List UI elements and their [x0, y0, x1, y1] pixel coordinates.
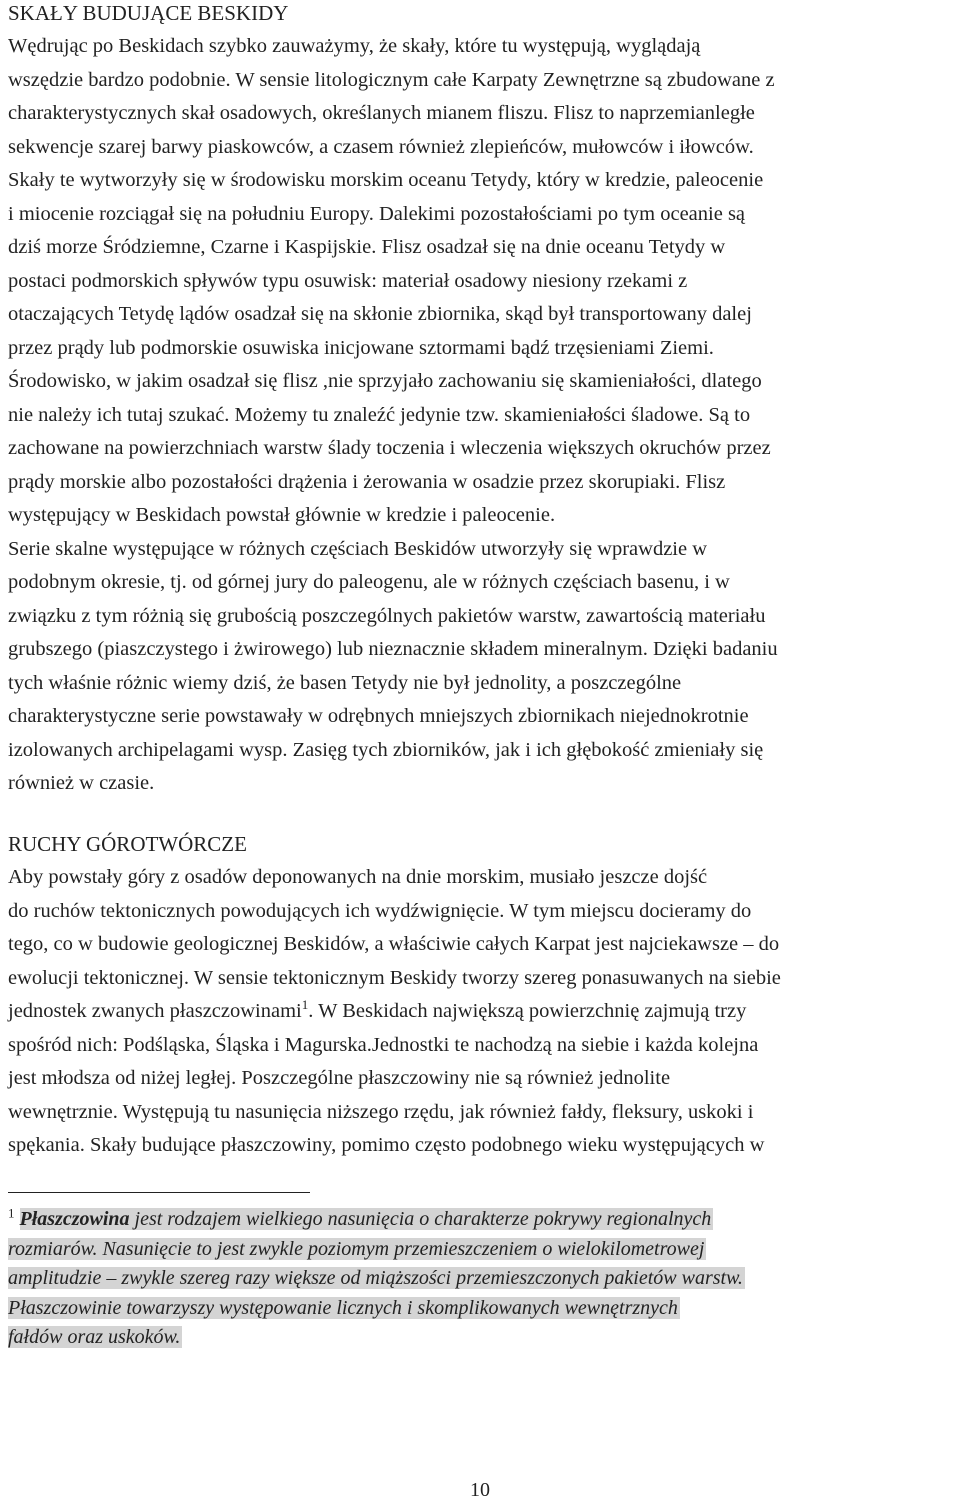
- text-line: sekwencje szarej barwy piaskowców, a czasem również zlepieńców, mułowców i iłowców.: [8, 135, 754, 158]
- footnote-text: amplitudzie – zwykle szereg razy większe od miąższości przemieszczonych pakietów warstw.: [8, 1267, 743, 1289]
- footnote-mark: 1: [8, 1205, 15, 1221]
- footnote-line: [8, 1205, 908, 1235]
- text-line: do ruchów tektonicznych powodujących ich wydźwignięcie. W tym miejscu docieramy do: [8, 899, 752, 922]
- footnote-term: Płaszczowina: [19, 1208, 130, 1230]
- section-title-rocks: SKAŁY BUDUJĄCE BESKIDY: [8, 1, 289, 25]
- text-line: spośród nich: Podśląska, Śląska i Magurska.Jednostki te nachodzą na siebie i każda kolejna: [8, 1033, 759, 1056]
- footnote-line: [8, 1294, 908, 1324]
- text-line: występujący w Beskidach powstał głównie w kredzie i paleocenie.: [8, 504, 556, 526]
- text-line: dziś morze Śródziemne, Czarne i Kaspijskie. Flisz osadzał się na dnie oceanu Tetydy w: [8, 236, 726, 258]
- text-line-with-footnote: [8, 995, 958, 1029]
- text-line: tych właśnie różnic wiemy dziś, że basen Tetydy nie był jednolity, a poszczególne: [8, 671, 682, 694]
- text-line: Skały te wytworzyły się w środowisku morskim oceanu Tetydy, który w kredzie, paleocenie: [8, 169, 764, 191]
- text-line: związku z tym różnią się grubością poszczególnych pakietów warstw, zawartością materiału: [8, 604, 766, 627]
- text-line: prądy morskie albo pozostałości drążenia i żerowania w osadzie przez skorupiaki. Flisz: [8, 470, 726, 493]
- footnote-highlight: [20, 1208, 714, 1230]
- text-segment: jednostek zwanych płaszczowinami: [8, 1000, 302, 1022]
- text-line: charakterystycznych skał osadowych, określanych mianem fliszu. Flisz to naprzemianległe: [8, 102, 755, 124]
- footnote: [8, 1205, 908, 1353]
- text-line: grubszego (piaszczystego i żwirowego) lub nieznacznie składem mineralnym. Dzięki badaniu: [8, 638, 778, 660]
- page-number: 10: [470, 1479, 490, 1501]
- text-line: podobnym okresie, tj. od górnej jury do paleogenu, ale w różnych częściach basenu, i w: [8, 571, 730, 593]
- footnote-line: [8, 1323, 908, 1353]
- text-line: jest młodsza od niżej ległej. Poszczególne płaszczowiny nie są również jednolite: [8, 1067, 671, 1089]
- footnote-text: Płaszczowinie towarzyszy występowanie licznych i skomplikowanych wewnętrznych: [8, 1296, 678, 1319]
- text-line: wewnętrznie. Występują tu nasunięcia niższego rzędu, jak również fałdy, fleksury, uskoki i: [8, 1100, 754, 1123]
- text-line: Wędrując po Beskidach szybko zauważymy, że skały, które tu występują, wyglądają: [8, 35, 701, 57]
- text-line: ewolucji tektonicznej. W sensie tektonicznym Beskidy tworzy szereg ponasuwanych na siebie: [8, 966, 781, 989]
- text-line: tego, co w budowie geologicznej Beskidów, a właściwie całych Karpat jest najciekawsze – do: [8, 933, 780, 955]
- section-title-orogeny: RUCHY GÓROTWÓRCZE: [8, 832, 247, 856]
- text-line: Serie skalne występujące w różnych częściach Beskidów utworzyły się wprawdzie w: [8, 537, 708, 560]
- text-line: również w czasie.: [8, 772, 155, 794]
- text-line: Środowisko, w jakim osadzał się flisz ,nie sprzyjało zachowaniu się skamieniałości, dlatego: [8, 370, 762, 392]
- text-line: postaci podmorskich spływów typu osuwisk: materiał osadowy niesiony rzekami z: [8, 269, 688, 292]
- footnote-separator: [8, 1192, 310, 1193]
- paragraph-rocks: [8, 30, 958, 801]
- footnote-text: fałdów oraz uskoków.: [8, 1326, 181, 1348]
- footnote-reference[interactable]: 1: [301, 997, 309, 1013]
- footnote-text: jest rodzajem wielkiego nasunięcia o charakterze pokrywy regionalnych: [129, 1208, 712, 1230]
- section-orogeny: [8, 828, 958, 1163]
- text-line: przez prądy lub podmorskie osuwiska inicjowane sztormami bądź trzęsieniami Ziemi.: [8, 336, 714, 359]
- text-line: otaczających Tetydę lądów osadzał się na skłonie zbiornika, skąd był transportowany dalej: [8, 303, 752, 325]
- paragraph-orogeny: [8, 861, 958, 1163]
- text-line: izolowanych archipelagami wysp. Zasięg tych zbiorników, jak i ich głębokość zmieniały się: [8, 738, 764, 761]
- text-line: zachowane na powierzchniach warstw ślady toczenia i wleczenia większych okruchów przez: [8, 437, 771, 459]
- text-line: Aby powstały góry z osadów deponowanych na dnie morskim, musiało jeszcze dojść: [8, 866, 708, 888]
- text-line: nie należy ich tutaj szukać. Możemy tu znaleźć jedynie tzw. skamieniałości śladowe. Są to: [8, 403, 751, 426]
- text-line: spękania. Skały budujące płaszczowiny, pomimo często podobnego wieku występujących w: [8, 1134, 765, 1156]
- footnote-text: rozmiarów. Nasunięcie to jest zwykle poziomym przemieszczeniem o wielokilometrowej: [8, 1237, 705, 1260]
- footnote-line: [8, 1264, 908, 1294]
- text-line: wszędzie bardzo podobnie. W sensie litologicznym całe Karpaty Zewnętrzne są zbudowane z: [8, 68, 775, 91]
- section-rocks: [8, 0, 958, 801]
- text-segment: . W Beskidach największą powierzchnię zajmują trzy: [308, 1000, 747, 1022]
- text-line: charakterystyczne serie powstawały w odrębnych mniejszych zbiornikach niejednokrotnie: [8, 705, 749, 727]
- footnote-line: [8, 1235, 908, 1265]
- text-line: i miocenie rozciągał się na południu Europy. Dalekimi pozostałościami po tym oceanie są: [8, 202, 746, 225]
